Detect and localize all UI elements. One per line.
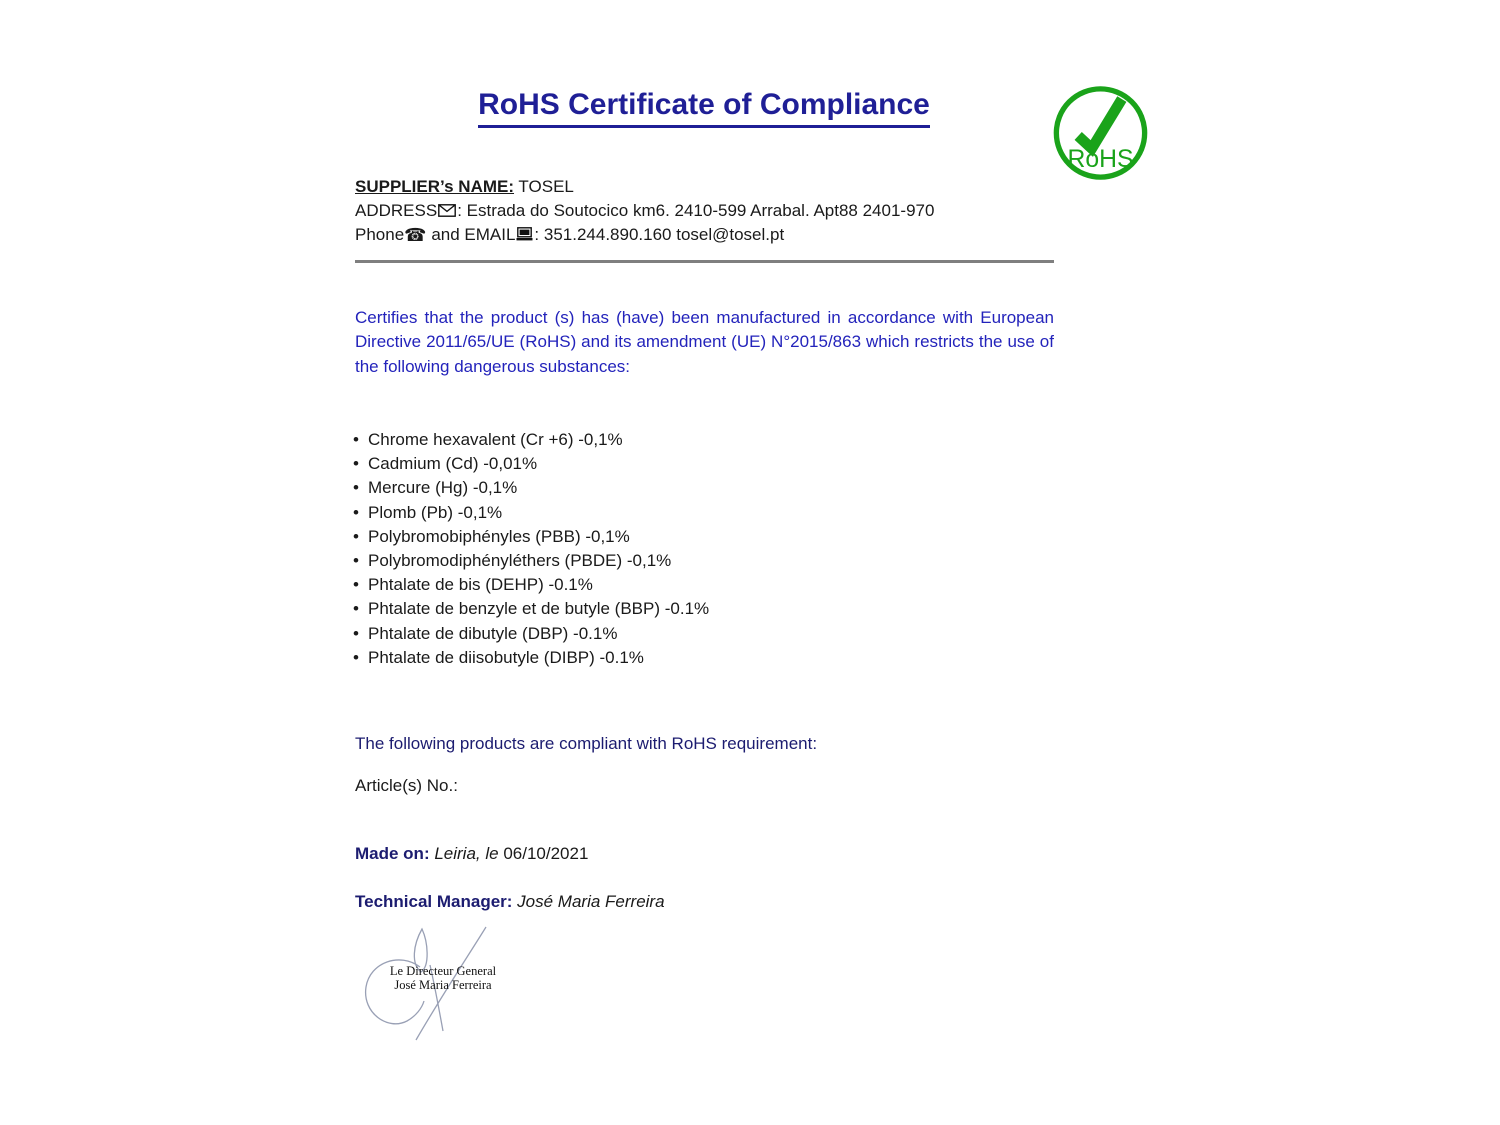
substance-item: • Plomb (Pb) -0,1% bbox=[353, 501, 1052, 525]
substance-item: • Phtalate de benzyle et de butyle (BBP) -0.1% bbox=[353, 597, 1052, 621]
made-on-label: Made on: bbox=[355, 844, 430, 863]
envelope-icon bbox=[438, 204, 456, 217]
substance-item: • Polybromobiphényles (PBB) -0,1% bbox=[353, 525, 1052, 549]
checkmark-icon bbox=[1078, 99, 1122, 148]
substance-item: • Phtalate de bis (DEHP) -0.1% bbox=[353, 573, 1052, 597]
technical-manager-label: Technical Manager: bbox=[355, 892, 513, 911]
substance-item: • Mercure (Hg) -0,1% bbox=[353, 476, 1052, 500]
substance-item: • Phtalate de diisobutyle (DIBP) -0.1% bbox=[353, 646, 1052, 670]
signature-title: Le Directeur General bbox=[389, 964, 497, 978]
technical-manager-name: José Maria Ferreira bbox=[512, 892, 665, 911]
rohs-logo bbox=[1052, 84, 1149, 182]
title-wrap bbox=[355, 88, 1053, 128]
contact-value: : 351.244.890.160 tosel@tosel.pt bbox=[534, 225, 785, 244]
computer-icon bbox=[516, 227, 533, 241]
made-on-line bbox=[355, 844, 1054, 864]
address-value: : Estrada do Soutocico km6. 2410-599 Arrabal. Apt88 2401-970 bbox=[457, 201, 935, 220]
certification-paragraph: Certifies that the product (s) has (have) been manufactured in accordance with European Directive 2011/65/UE (RoHS) and its amendment (UE) N°2015/863 which restricts the use of the following dangerous substances: bbox=[355, 308, 1054, 376]
supplier-address-line bbox=[355, 199, 1054, 223]
divider-line bbox=[355, 260, 1054, 263]
substances-list bbox=[353, 428, 1052, 670]
page-title: RoHS Certificate of Compliance bbox=[478, 88, 930, 128]
made-on-place: Leiria, le bbox=[429, 844, 504, 863]
supplier-name-value: TOSEL bbox=[514, 177, 574, 196]
signature-text bbox=[383, 965, 503, 992]
telephone-icon: ☎ bbox=[404, 225, 427, 246]
and-email-label: and EMAIL bbox=[426, 225, 516, 244]
logo-text: RoHS bbox=[1067, 145, 1134, 173]
substance-item: • Phtalate de dibutyle (DBP) -0.1% bbox=[353, 622, 1052, 646]
address-label: ADDRESS bbox=[355, 201, 438, 220]
phone-label: Phone bbox=[355, 225, 405, 244]
compliance-statement: The following products are compliant with RoHS requirement: bbox=[355, 734, 818, 753]
technical-manager-line bbox=[355, 892, 1054, 912]
supplier-block bbox=[355, 175, 1054, 247]
supplier-contact-line bbox=[355, 223, 1054, 247]
articles-label: Article(s) No.: bbox=[355, 776, 458, 795]
substance-item: • Cadmium (Cd) -0,01% bbox=[353, 452, 1052, 476]
signature-name: José Maria Ferreira bbox=[394, 977, 492, 992]
supplier-name-line bbox=[355, 175, 1054, 199]
substance-item: • Polybromodiphényléthers (PBDE) -0,1% bbox=[353, 549, 1052, 573]
made-on-date: 06/10/2021 bbox=[503, 844, 589, 863]
substance-item: • Chrome hexavalent (Cr +6) -0,1% bbox=[353, 428, 1052, 452]
supplier-name-label: SUPPLIER’s NAME: bbox=[355, 177, 515, 196]
